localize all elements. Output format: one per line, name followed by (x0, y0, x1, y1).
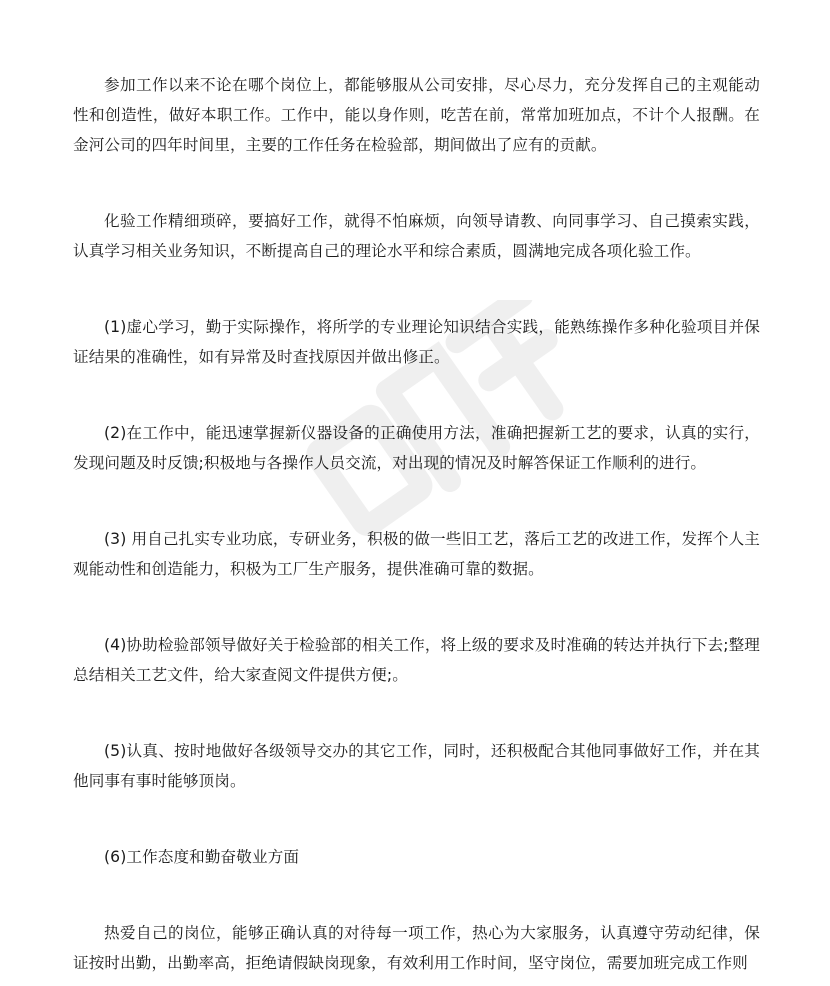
paragraph-attitude: 热爱自己的岗位，能够正确认真的对待每一项工作，热心为大家服务，认真遵守劳动纪律，保证按时出勤，出勤率高，拒绝请假缺岗现象，有效利用工作时间，坚守岗位，需要加班完成工作则 (73, 924, 760, 972)
paragraph-intro: 参加工作以来不论在哪个岗位上，都能够服从公司安排，尽心尽力，充分发挥自己的主观能动性和创造性，做好本职工作。工作中，能以身作则，吃苦在前，常常加班加点，不计个人报酬。在金河公司的四年时间里，主要的工作任务在检验部，期间做出了应有的贡献。 (73, 76, 760, 154)
paragraph-item-1: (1)虚心学习，勤于实际操作，将所学的专业理论知识结合实践，能熟练操作多种化验项目并保证结果的准确性，如有异常及时查找原因并做出修正。 (73, 318, 760, 366)
paragraph-item-3: (3) 用自己扎实专业功底，专研业务，积极的做一些旧工艺，落后工艺的改进工作，发挥个人主观能动性和创造能力，积极为工厂生产服务，提供准确可靠的数据。 (73, 530, 760, 578)
paragraph-item-6-heading: (6)工作态度和勤奋敬业方面 (104, 848, 300, 866)
paragraph-lab-work: 化验工作精细琐碎，要搞好工作，就得不怕麻烦，向领导请教、向同事学习、自己摸索实践，认真学习相关业务知识，不断提高自己的理论水平和综合素质，圆满地完成各项化验工作。 (73, 212, 760, 260)
paragraph-item-2: (2)在工作中，能迅速掌握新仪器设备的正确使用方法，准确把握新工艺的要求，认真的实行，发现问题及时反馈;积极地与各操作人员交流，对出现的情况及时解答保证工作顺利的进行。 (73, 424, 760, 472)
paragraph-item-5: (5)认真、按时地做好各级领导交办的其它工作，同时，还积极配合其他同事做好工作，并在其他同事有事时能够顶岗。 (73, 742, 760, 790)
paragraph-item-4: (4)协助检验部领导做好关于检验部的相关工作，将上级的要求及时准确的转达并执行下去;整理总结相关工艺文件，给大家查阅文件提供方便;。 (73, 636, 760, 684)
